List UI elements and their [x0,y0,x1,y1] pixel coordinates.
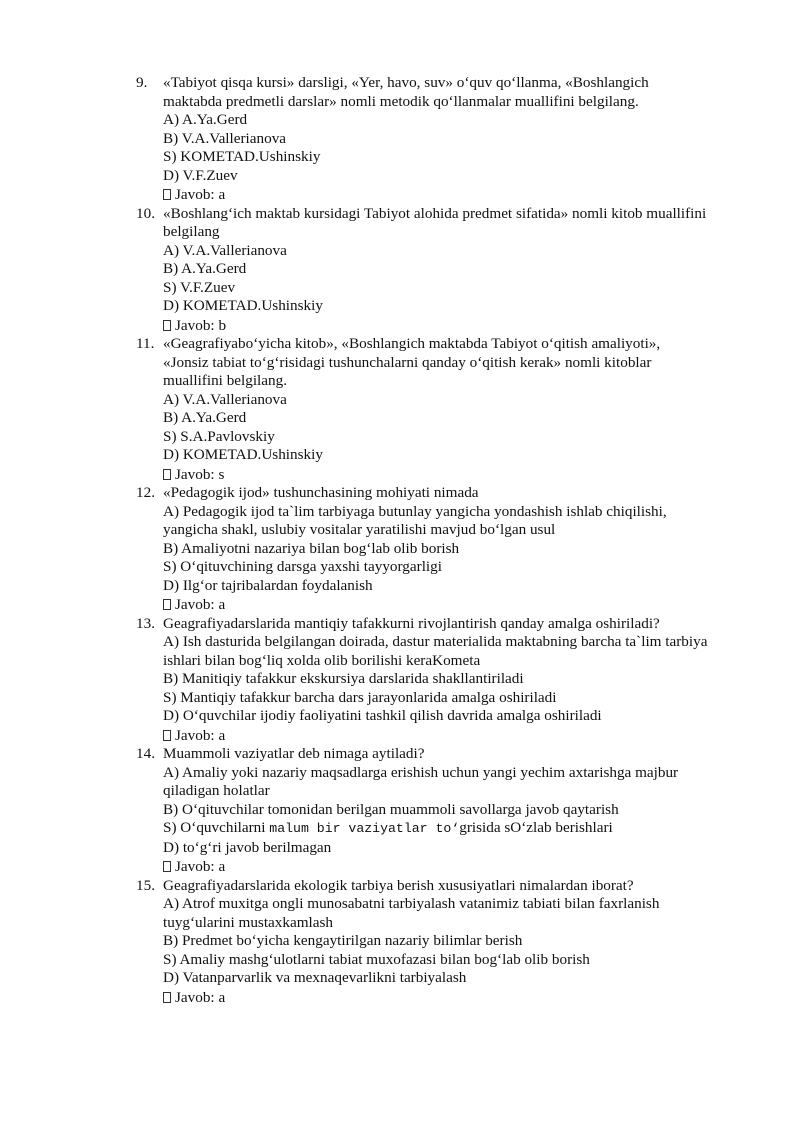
answer-line [163,989,750,1008]
answer-line [163,858,750,877]
option-s-part: S) O‘quvchilarni [163,819,270,836]
option-a: A) A.Ya.Gerd [163,111,248,128]
question-text-line: «Geagrafiyabo‘yicha kitob», «Boshlangich maktabda Tabiyot o‘qitish amaliyoti», [163,335,661,352]
option-b: B) V.A.Vallerianova [163,129,287,147]
answer-line [163,727,750,746]
missing-glyph-icon [163,469,171,480]
question-11 [136,335,750,484]
option-s-mono-part: malum bir vaziyatlar to‘ [269,821,460,836]
option-s-part: grisida sO‘zlab berishlari [459,819,613,836]
question-number: 12. [136,484,155,501]
option-a: A) V.A.Vallerianova [163,390,287,408]
question-text-line: maktabda predmetli darslar» nomli metodik qo‘llanmalar muallifini belgilang. [163,92,639,110]
option-a-continued: tuyg‘ularini mustaxkamlash [163,913,333,931]
answer-line [163,317,750,336]
question-text-line: Muammoli vaziyatlar deb nimaga aytiladi? [163,745,425,762]
document-page [0,74,800,1007]
answer-text: Javob: a [175,858,226,875]
question-number: 15. [136,876,155,894]
option-a-continued: yangicha shakl, uslubiy vositalar yaratilishi mavjud bo‘lgan usul [163,521,556,538]
missing-glyph-icon [163,189,171,200]
option-s: S) KOMETAD.Ushinskiy [163,148,321,165]
option-b: B) O‘qituvchilar tomonidan berilgan muammoli savollarga javob qaytarish [163,800,619,818]
answer-text: Javob: a [175,596,226,613]
option-s: S) O‘qituvchining darsga yaxshi tayyorgarligi [163,558,442,575]
option-s: S) Amaliy mashg‘ulotlarni tabiat muxofazasi bilan bog‘lab olib borish [163,950,590,968]
missing-glyph-icon [163,599,171,610]
answer-text: Javob: a [175,988,226,1006]
question-text-line: «Jonsiz tabiat to‘g‘risidagi tushunchalarni qanday o‘qitish kerak» nomli kitoblar [163,353,652,371]
option-d: D) KOMETAD.Ushinskiy [163,297,323,314]
option-b: B) Manitiqiy tafakkur ekskursiya darslarida shakllantiriladi [163,670,524,687]
option-a: A) Amaliy yoki nazariy maqsadlarga erishish uchun yangi yechim axtarishga majbur [163,763,679,781]
answer-text: Javob: b [175,316,227,334]
question-text-line: belgilang [163,223,220,240]
option-s: S) V.F.Zuev [163,278,236,296]
option-d: D) to‘g‘ri javob berilmagan [163,838,332,856]
option-d: D) Vatanparvarlik va mexnaqevarlikni tarbiyalash [163,969,467,986]
option-b: B) A.Ya.Gerd [163,409,247,426]
missing-glyph-icon [163,320,171,331]
option-d: D) O‘quvchilar ijodiy faoliyatini tashkil qilish davrida amalga oshiriladi [163,707,602,724]
answer-line [163,186,750,205]
question-15 [136,876,750,1008]
answer-line [163,596,750,615]
question-10 [136,204,750,336]
option-b: B) A.Ya.Gerd [163,260,247,277]
option-d: D) Ilg‘or tajribalardan foydalanish [163,576,373,594]
option-d: D) V.F.Zuev [163,166,238,184]
option-b: B) Predmet bo‘yicha kengaytirilgan nazariy bilimlar berish [163,932,523,949]
option-s [163,819,750,839]
answer-line [163,466,750,485]
option-d: D) KOMETAD.Ushinskiy [163,446,323,463]
question-number: 11. [136,335,155,352]
question-number: 10. [136,204,155,222]
answer-text: Javob: a [175,726,226,744]
question-text-line: «Tabiyot qisqa kursi» darsligi, «Yer, havo, suv» o‘quv qo‘llanma, «Boshlangich [163,74,649,91]
option-a: A) Ish dasturida belgilangan doirada, dastur materialida maktabning barcha ta`lim tarbiya [163,633,708,650]
option-a-continued: ishlari bilan bog‘liq xolda olib borilishi keraKometa [163,651,481,669]
question-text-line: «Boshlang‘ich maktab kursidagi Tabiyot alohida predmet sifatida» nomli kitob muallifini [163,204,707,222]
question-12 [136,484,750,615]
question-13 [136,614,750,746]
option-a-continued: qiladigan holatlar [163,782,270,799]
question-text-line: Geagrafiyadarslarida ekologik tarbiya berish xususiyatlari nimalardan iborat? [163,876,634,894]
option-a: A) V.A.Vallerianova [163,241,287,259]
question-14 [136,745,750,877]
option-s: S) Mantiqiy tafakkur barcha dars jarayonlarida amalga oshiriladi [163,688,557,706]
question-number: 13. [136,614,155,632]
missing-glyph-icon [163,730,171,741]
answer-text: Javob: s [175,465,225,483]
option-s: S) S.A.Pavlovskiy [163,427,275,445]
question-text-line: muallifini belgilang. [163,372,288,389]
question-text-line: «Pedagogik ijod» tushunchasining mohiyati nimada [163,484,479,501]
question-number: 14. [136,745,155,762]
question-number: 9. [136,74,148,91]
question-text-line: Geagrafiyadarslarida mantiqiy tafakkurni rivojlantirish qanday amalga oshiriladi? [163,614,660,632]
option-a: A) Atrof muxitga ongli munosabatni tarbiyalash vatanimiz tabiati bilan faxrlanish [163,895,660,912]
option-b: B) Amaliyotni nazariya bilan bog‘lab olib borish [163,539,460,557]
missing-glyph-icon [163,861,171,872]
missing-glyph-icon [163,992,171,1003]
answer-text: Javob: a [175,186,226,203]
option-a: A) Pedagogik ijod ta`lim tarbiyaga butunlay yangicha yondashish ishlab chiqilishi, [163,502,667,520]
question-9 [136,74,750,205]
